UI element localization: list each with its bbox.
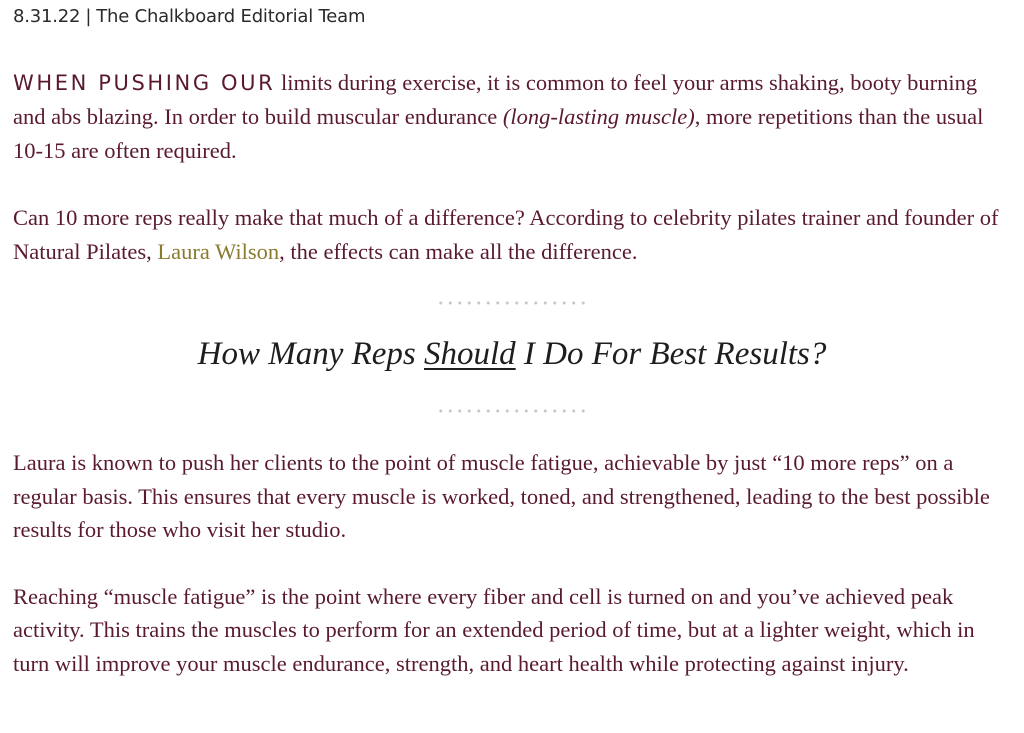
heading-underlined-word: Should bbox=[424, 336, 516, 372]
byline-separator: | bbox=[85, 6, 92, 27]
section-heading bbox=[0, 332, 1024, 376]
author-name: The Chalkboard Editorial Team bbox=[96, 6, 366, 27]
heading-part2: I Do For Best Results? bbox=[515, 336, 827, 372]
intro-emphasis: (long-lasting muscle) bbox=[502, 104, 695, 129]
third-paragraph: Laura is known to push her clients to the point of muscle fatigue, achievable by just “10 more reps” on a regular basis. This ensures that every muscle is worked, toned, and strengthened, leading to the best possible results for those who visit her studio. bbox=[13, 450, 990, 542]
lead-in-caps: WHEN PUSHING OUR bbox=[13, 71, 276, 95]
article-body bbox=[13, 446, 1013, 680]
fourth-paragraph: Reaching “muscle fatigue” is the point where every fiber and cell is turned on and you’ve achieved peak activity. This trains the muscles to perform for an extended period of time, but at a lighter weight, which in turn will improve your muscle endurance, strength, and heart health while protecting against injury. bbox=[13, 583, 975, 676]
article-intro bbox=[13, 66, 1013, 269]
publish-date: 8.31.22 bbox=[13, 6, 81, 27]
article-byline bbox=[13, 6, 365, 27]
heading-part1: How Many Reps bbox=[197, 336, 424, 372]
second-paragraph bbox=[13, 201, 1013, 269]
intro-text-part1: limits during exercise, it is common to feel your arms shaking, booty burning and abs blazing. In order to build muscular endurance bbox=[13, 70, 978, 129]
para2-text-part1: Can 10 more reps really make that much of a difference? According to celebrity pilates trainer and founder of Natural Pilates, bbox=[13, 205, 999, 264]
intro-text-part2: , more repetitions than the usual 10-15 are often required. bbox=[13, 104, 984, 163]
intro-paragraph bbox=[13, 66, 1013, 168]
para2-text-part2: , the effects can make all the difference. bbox=[279, 239, 638, 264]
divider-bottom bbox=[436, 409, 588, 413]
laura-wilson-link[interactable]: Laura Wilson bbox=[157, 239, 280, 264]
divider-top bbox=[436, 301, 588, 305]
